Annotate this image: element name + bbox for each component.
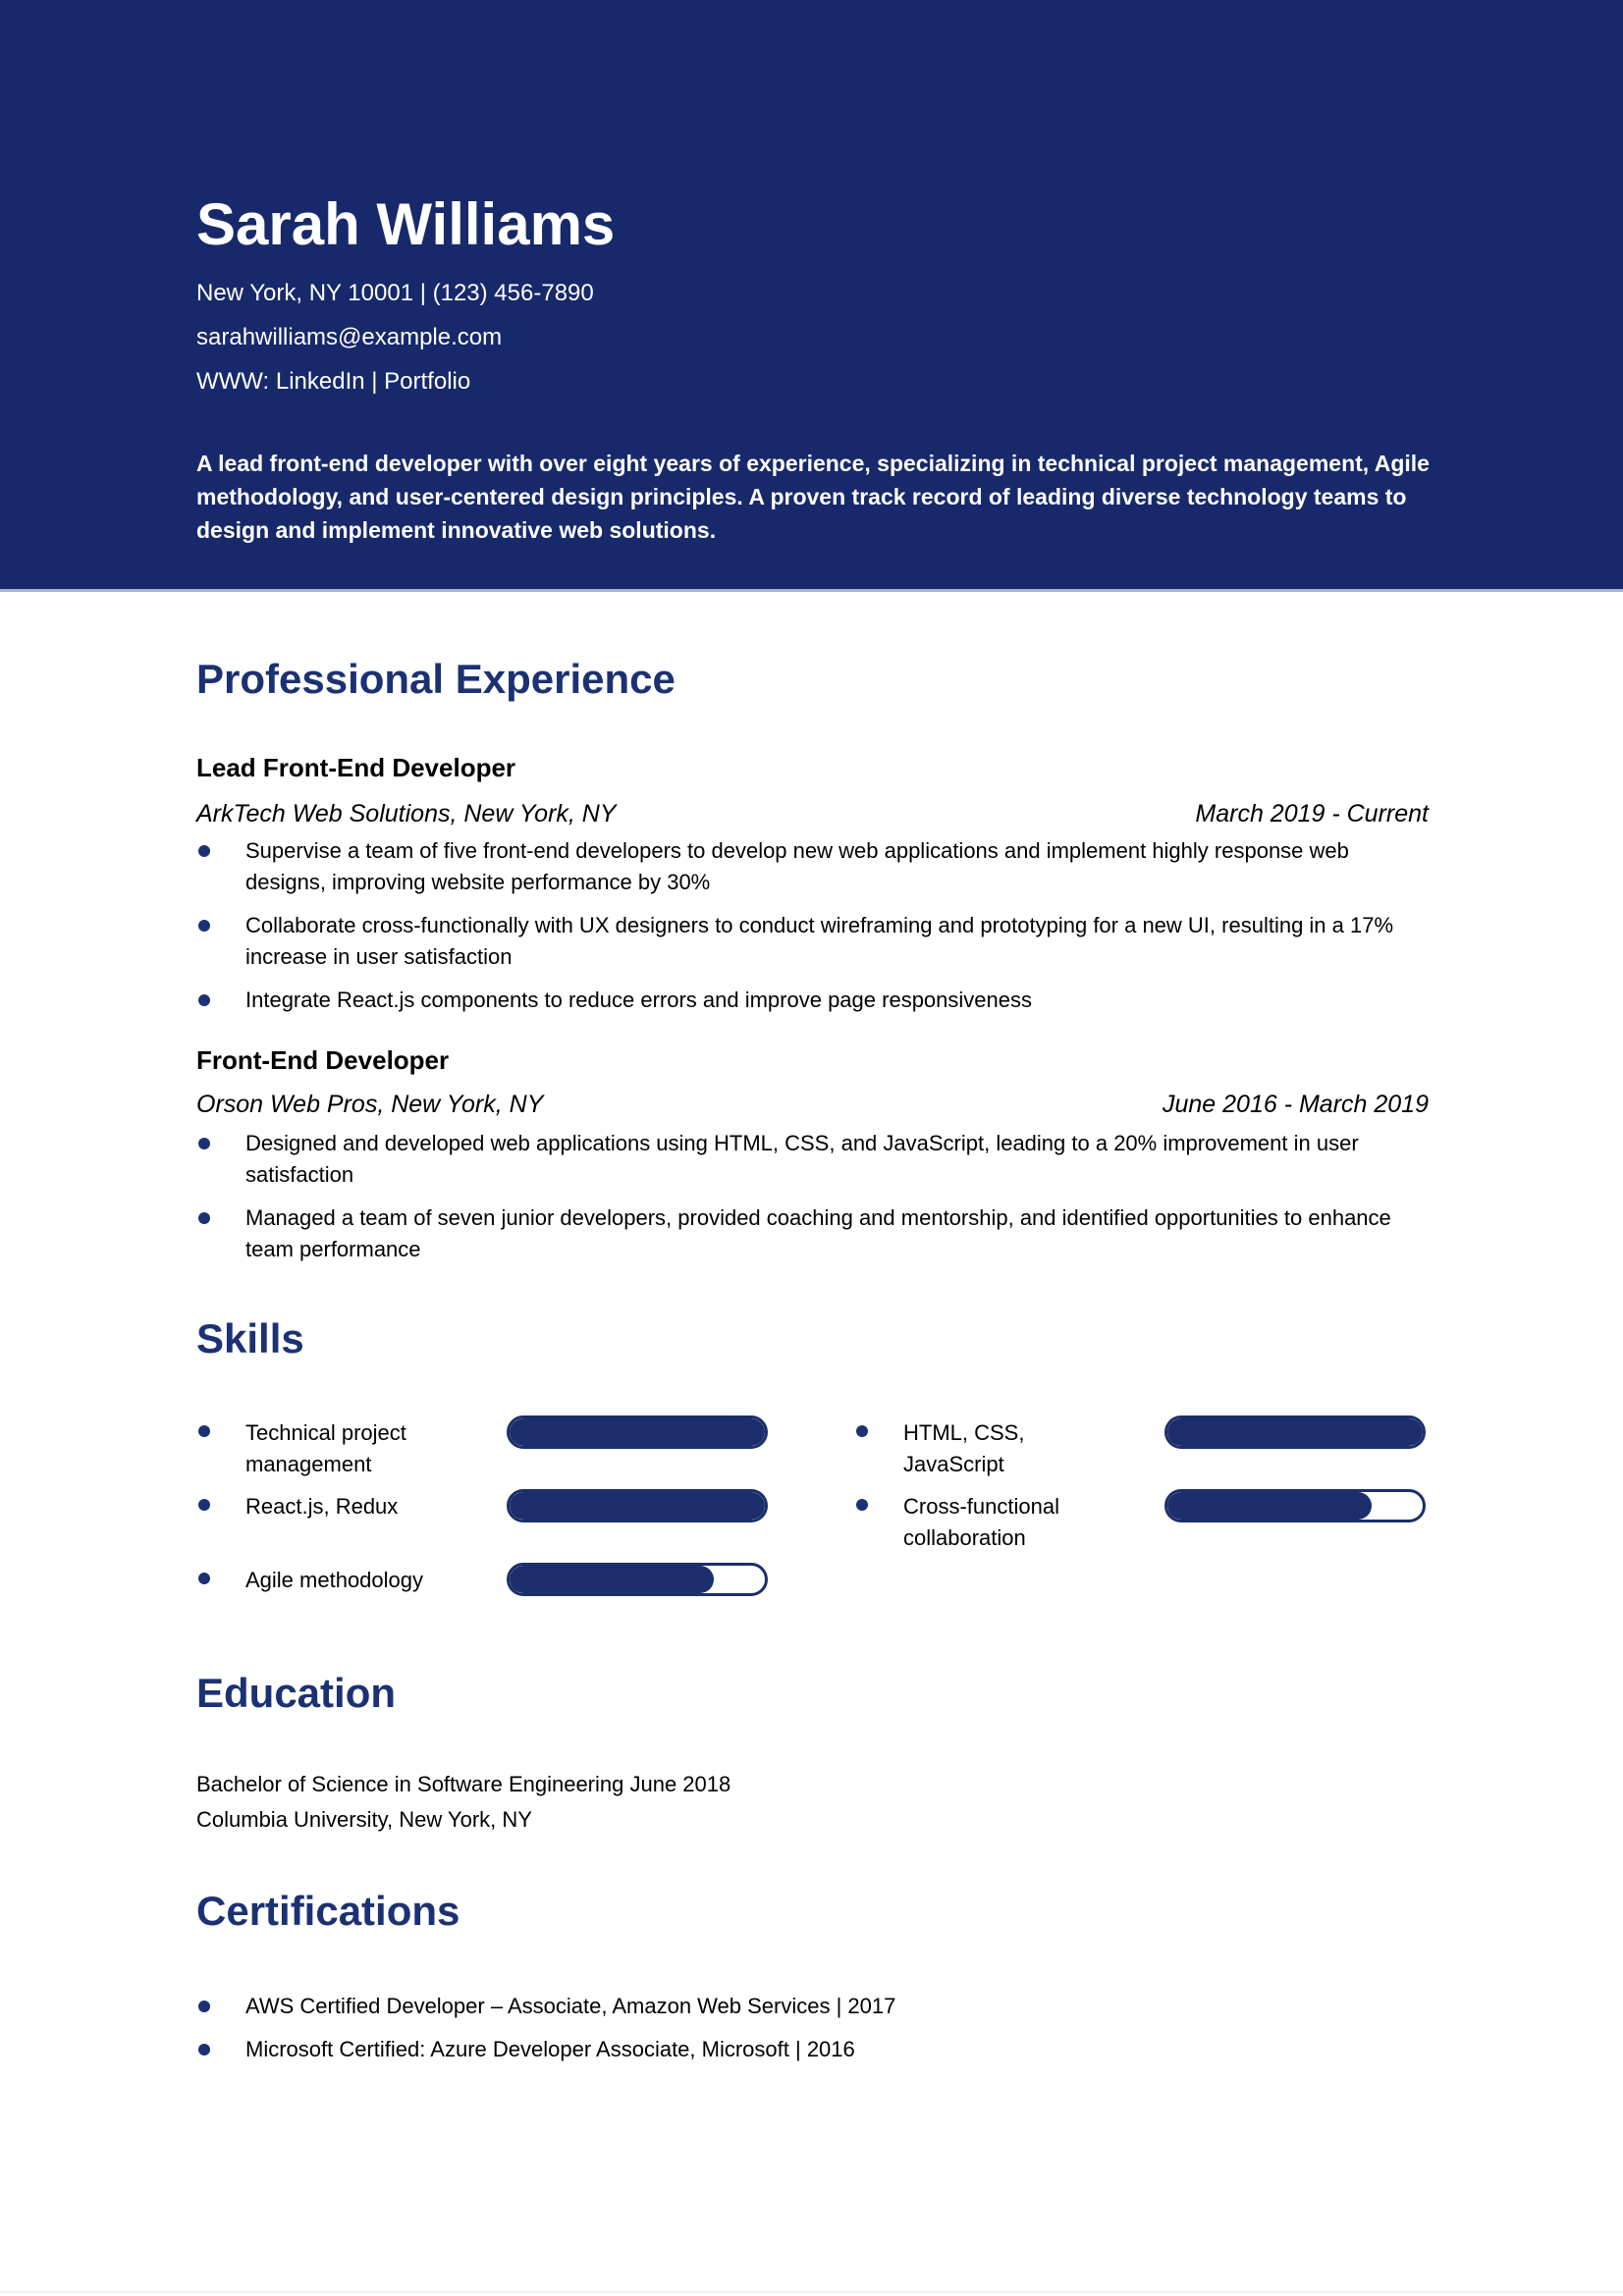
skill-item [854,1491,1426,1565]
job-title: Lead Front-End Developer [196,753,516,782]
skill-level-fill [510,1566,714,1593]
name-heading: Sarah Williams [196,191,616,257]
education-degree: Bachelor of Science in Software Engineering June 2018 [196,1772,731,1796]
job-meta [196,797,1429,830]
bullet-icon [198,994,210,1006]
job-title: Front-End Developer [196,1045,450,1075]
section-title-education: Education [196,1670,397,1716]
certification-item: AWS Certified Developer – Associate, Amazon Web Services | 2017 [196,1991,1434,2022]
bullet-icon [198,1425,210,1437]
job-company: Orson Web Pros, New York, NY [196,1091,544,1118]
section-title-certifications: Certifications [196,1888,460,1934]
skill-level-fill [1167,1492,1372,1520]
skill-label: Cross-functional collaboration [903,1494,1059,1550]
job-dates: June 2016 - March 2019 [1162,1091,1429,1118]
skill-item [196,1565,768,1638]
bullet-icon [198,1499,210,1511]
contact-email: sarahwilliams@example.com [196,324,503,350]
skill-level-bar [507,1489,768,1522]
skills-grid [196,1417,1426,1638]
job-bullet: Collaborate cross-functionally with UX designers to conduct wireframing and prototyping for a new UI, resulting in a 17% increase in user satisfaction [196,910,1434,973]
contact-block [196,271,594,403]
skill-item [196,1417,768,1491]
job-bullet: Designed and developed web applications using HTML, CSS, and JavaScript, leading to a 20% improvement in user satisfaction [196,1128,1434,1191]
job-bullet-list [196,1128,1434,1277]
job-dates: March 2019 - Current [1195,800,1429,828]
bullet-icon [198,2044,210,2056]
skill-label: Technical project management [245,1420,406,1476]
professional-summary: A lead front-end developer with over eight years of experience, specializing in technical project management, Agile methodology, and user-centered design principles. A proven track record of leading diverse technology teams to design and implement innovative web solutions. [196,451,1430,543]
job-bullet: Managed a team of seven junior developers, provided coaching and mentorship, and identified opportunities to enhance team performance [196,1202,1434,1265]
job-company: ArkTech Web Solutions, New York, NY [196,800,617,828]
bullet-icon [198,920,210,932]
education-school: Columbia University, New York, NY [196,1807,532,1832]
certification-item: Microsoft Certified: Azure Developer Associate, Microsoft | 2016 [196,2034,1434,2065]
bullet-icon [856,1425,868,1437]
skill-label: React.js, Redux [245,1494,399,1519]
bullet-icon [198,1138,210,1149]
skill-item [196,1491,768,1565]
skill-level-bar [1164,1415,1426,1449]
job-bullet: Integrate React.js components to reduce errors and improve page responsiveness [196,985,1434,1016]
section-title-skills: Skills [196,1315,304,1362]
skill-level-bar [1164,1489,1426,1522]
bullet-icon [198,1573,210,1584]
header [0,0,1623,592]
skill-level-bar [507,1563,768,1596]
page-bottom-divider [0,2291,1623,2293]
skill-label: Agile methodology [245,1568,424,1592]
job-bullet-list [196,835,1434,1028]
skill-level-fill [510,1418,765,1446]
skill-level-fill [510,1492,765,1520]
section-title-experience: Professional Experience [196,656,676,702]
skill-label: HTML, CSS, JavaScript [903,1420,1025,1476]
contact-location-phone: New York, NY 10001 | (123) 456-7890 [196,280,594,306]
contact-links[interactable]: WWW: LinkedIn | Portfolio [196,368,471,395]
job-meta [196,1088,1429,1121]
bullet-icon [198,845,210,857]
education-block [196,1767,730,1838]
skill-level-fill [1167,1418,1423,1446]
skill-level-bar [507,1415,768,1449]
bullet-icon [198,2001,210,2012]
bullet-icon [198,1212,210,1224]
job-bullet: Supervise a team of five front-end developers to develop new web applications and implement highly response web designs, improving website performance by 30% [196,835,1434,898]
certification-list [196,1991,1434,2077]
skill-item [854,1417,1426,1491]
bullet-icon [856,1499,868,1511]
